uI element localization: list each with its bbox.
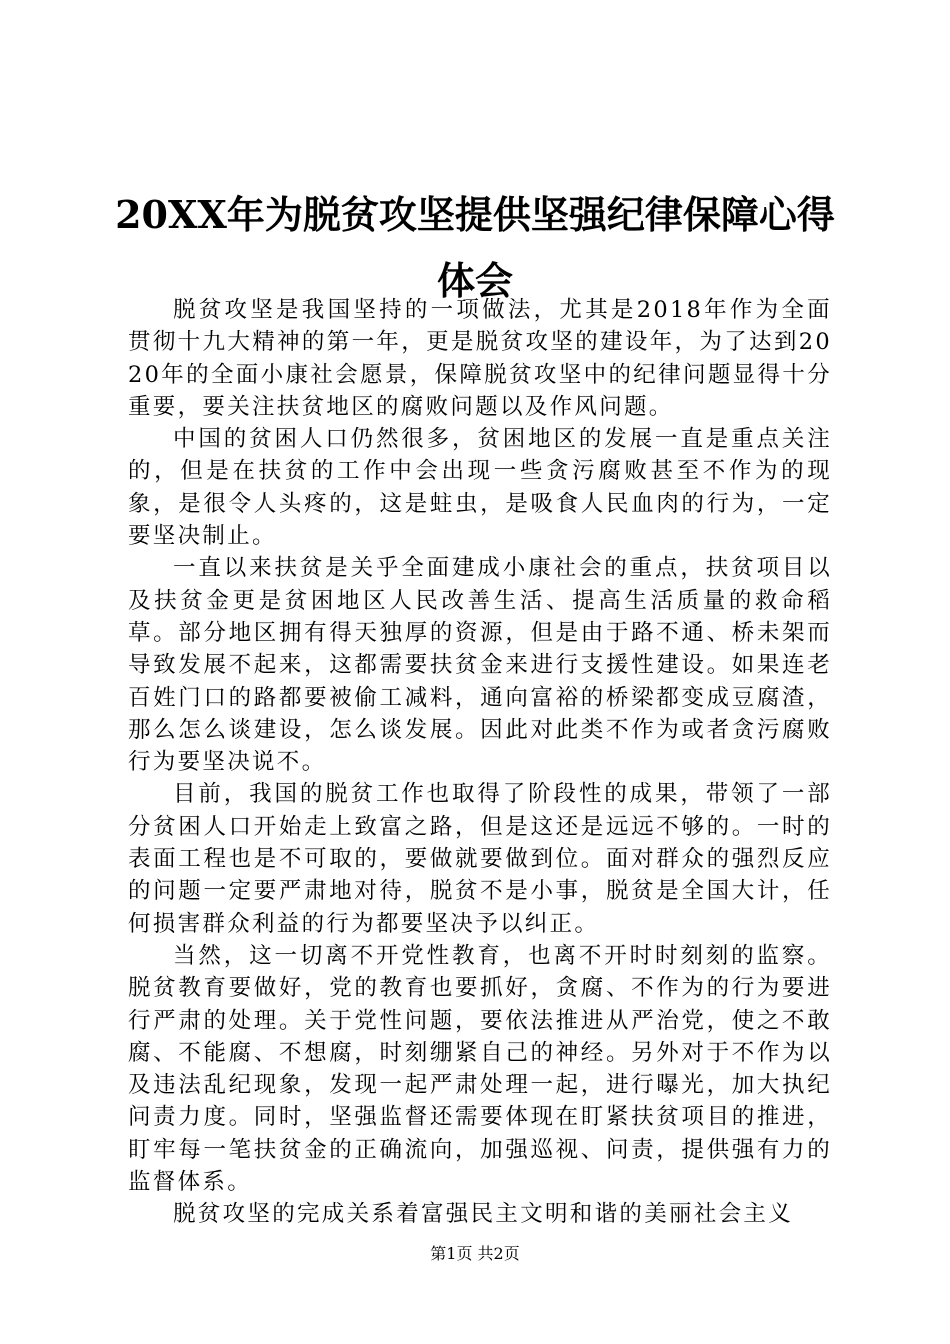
paragraph-6: 脱贫攻坚的完成关系着富强民主文明和谐的美丽社会主义 <box>173 1201 794 1228</box>
page-footer: 第1页 共2页 <box>430 1244 520 1263</box>
paragraph-2: 中国的贫困人口仍然很多，贫困地区的发展一直是重点关注的，但是在扶贫的工作中会出现一些贪污腐败甚至不作为的现象，是很令人头疼的，这是蛀虫，是吸食人民血肉的行为，一定要坚决制止。 <box>128 426 832 550</box>
paragraph-1: 脱贫攻坚是我国坚持的一项做法，尤其是2018年作为全面贯彻十九大精神的第一年，更是脱贫攻坚的建设年，为了达到2020年的全面小康社会愿景，保障脱贫攻坚中的纪律问题显得十分重要，要关注扶贫地区的腐败问题以及作风问题。 <box>128 297 832 420</box>
document-title: 20XX年为脱贫攻坚提供坚强纪律保障心得体会 <box>115 192 835 303</box>
paragraph-4: 目前，我国的脱贫工作也取得了阶段性的成果，带领了一部分贫困人口开始走上致富之路，但是这还是远远不够的。一时的表面工程也是不可取的，要做就要做到位。面对群众的强烈反应的问题一定要严肃地对待，脱贫不是小事，脱贫是全国大计，任何损害群众利益的行为都要坚决予以纠正。 <box>128 781 832 937</box>
paragraph-5: 当然，这一切离不开党性教育，也离不开时时刻刻的监察。脱贫教育要做好，党的教育也要抓好，贪腐、不作为的行为要进行严肃的处理。关于党性问题，要依法推进从严治党，使之不敢腐、不能腐、不想腐，时刻绷紧自己的神经。另外对于不作为以及违法乱纪现象，发现一起严肃处理一起，进行曝光，加大执纪问责力度。同时，坚强监督还需要体现在盯紧扶贫项目的推进，盯牢每一笔扶贫金的正确流向，加强巡视、问责，提供强有力的监督体系。 <box>128 942 832 1196</box>
document-body <box>128 294 832 1231</box>
paragraph-3: 一直以来扶贫是关乎全面建成小康社会的重点，扶贫项目以及扶贫金更是贫困地区人民改善生活、提高生活质量的救命稻草。部分地区拥有得天独厚的资源，但是由于路不通、桥未架而导致发展不起来，这都需要扶贫金来进行支援性建设。如果连老百姓门口的路都要被偷工减料，通向富裕的桥梁都变成豆腐渣，那么怎么谈建设，怎么谈发展。因此对此类不作为或者贪污腐败行为要坚决说不。 <box>128 555 832 776</box>
